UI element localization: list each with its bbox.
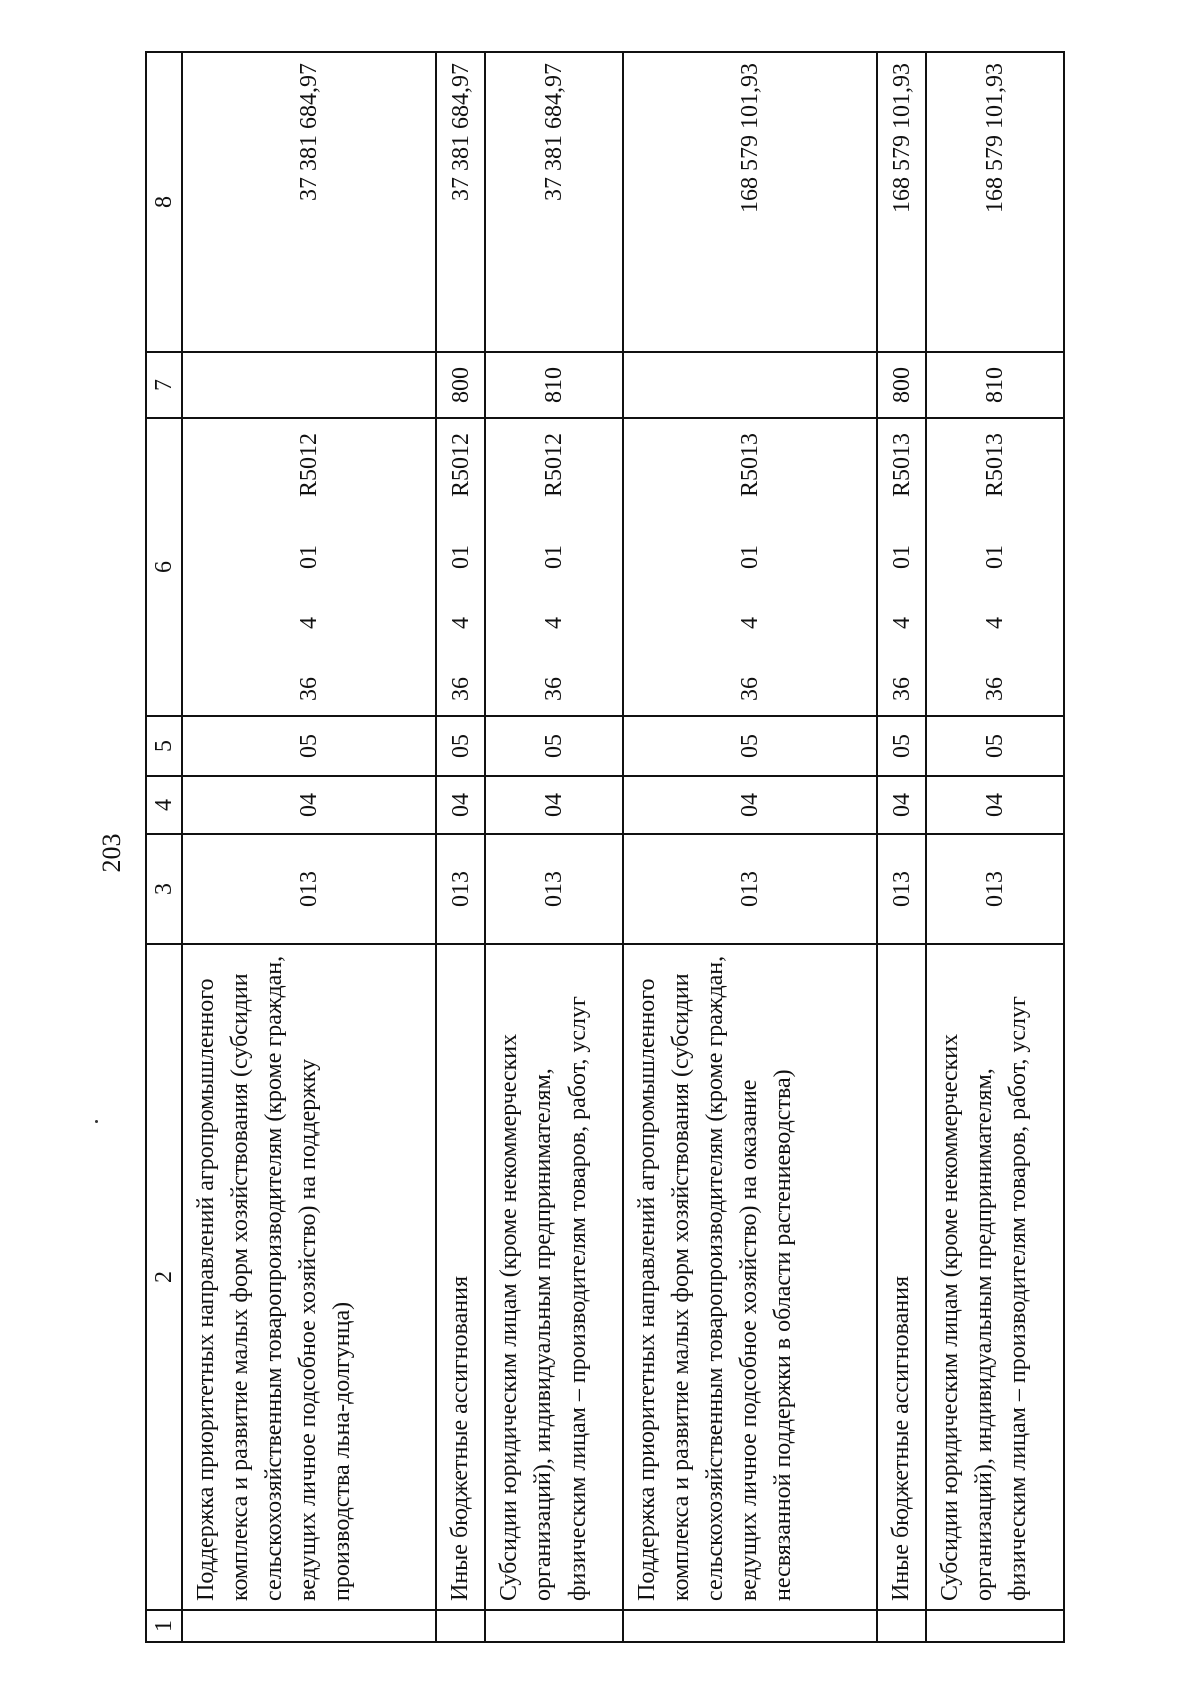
target-article-cell	[436, 418, 486, 716]
expense-name-cell: Иные бюджетные ассигнования	[436, 944, 486, 1610]
event-code: 01	[982, 544, 1009, 569]
subprogram-code: 4	[541, 616, 568, 629]
expense-type-cell	[182, 352, 436, 418]
direction-code: R5013	[888, 432, 915, 497]
amount-cell: 168 579 101,93	[623, 52, 877, 352]
direction-code: R5013	[982, 432, 1009, 497]
section-code-cell: 04	[623, 776, 877, 834]
event-code: 01	[447, 544, 474, 569]
amount-cell: 37 381 684,97	[485, 52, 623, 352]
ministry-code-cell: 013	[182, 834, 436, 944]
row-number-cell	[485, 1610, 623, 1642]
ministry-code-cell: 013	[485, 834, 623, 944]
program-code: 36	[295, 676, 322, 701]
header-row	[146, 52, 182, 1642]
table-row	[877, 52, 927, 1642]
scan-speck	[95, 1120, 98, 1123]
subprogram-code: 4	[295, 616, 322, 629]
event-code: 01	[295, 544, 322, 569]
program-code: 36	[541, 676, 568, 701]
expense-name-cell: Субсидии юридическим лицам (кроме некоммерческих организаций), индивидуальным предпринимателям, физическим лицам – производителям товаров, работ, услуг	[485, 944, 623, 1610]
amount-cell: 37 381 684,97	[436, 52, 486, 352]
expense-type-cell: 800	[436, 352, 486, 418]
ministry-code-cell: 013	[926, 834, 1064, 944]
header-cell-7: 7	[146, 352, 182, 418]
expense-type-cell: 810	[926, 352, 1064, 418]
section-code-cell: 04	[877, 776, 927, 834]
amount-cell: 168 579 101,93	[877, 52, 927, 352]
target-article-cell	[877, 418, 927, 716]
program-code: 36	[888, 676, 915, 701]
table-row	[485, 52, 623, 1642]
header-cell-6: 6	[146, 418, 182, 716]
table-row	[182, 52, 436, 1642]
section-code-cell: 04	[182, 776, 436, 834]
expense-type-cell	[623, 352, 877, 418]
row-number-cell	[926, 1610, 1064, 1642]
header-cell-3: 3	[146, 834, 182, 944]
row-number-cell	[877, 1610, 927, 1642]
subprogram-code: 4	[982, 616, 1009, 629]
subsection-code-cell: 05	[182, 716, 436, 776]
direction-code: R5012	[295, 432, 322, 497]
direction-code: R5012	[447, 432, 474, 497]
target-article-cell	[926, 418, 1064, 716]
table-row	[926, 52, 1064, 1642]
table-row	[623, 52, 877, 1642]
header-cell-8: 8	[146, 52, 182, 352]
budget-table	[145, 51, 1065, 1643]
program-code: 36	[982, 676, 1009, 701]
subprogram-code: 4	[736, 616, 763, 629]
expense-type-cell: 800	[877, 352, 927, 418]
section-code-cell: 04	[485, 776, 623, 834]
expense-name-cell: Субсидии юридическим лицам (кроме некоммерческих организаций), индивидуальным предпринимателям, физическим лицам – производителям товаров, работ, услуг	[926, 944, 1064, 1610]
event-code: 01	[736, 544, 763, 569]
subsection-code-cell: 05	[877, 716, 927, 776]
header-cell-2: 2	[146, 944, 182, 1610]
event-code: 01	[888, 544, 915, 569]
subprogram-code: 4	[447, 616, 474, 629]
amount-cell: 37 381 684,97	[182, 52, 436, 352]
header-cell-4: 4	[146, 776, 182, 834]
ministry-code-cell: 013	[436, 834, 486, 944]
table-row	[436, 52, 486, 1642]
subsection-code-cell: 05	[436, 716, 486, 776]
subsection-code-cell: 05	[926, 716, 1064, 776]
section-code-cell: 04	[926, 776, 1064, 834]
rotated-table-wrapper	[145, 53, 1065, 1643]
event-code: 01	[541, 544, 568, 569]
target-article-cell	[623, 418, 877, 716]
target-article-cell	[485, 418, 623, 716]
subsection-code-cell: 05	[623, 716, 877, 776]
page-number: 203	[97, 833, 126, 873]
direction-code: R5012	[541, 432, 568, 497]
expense-name-cell: Поддержка приоритетных направлений агропромышленного комплекса и развитие малых форм хозяйствования (субсидии сельскохозяйственным товаропроизводителям (кроме граждан, ведущих личное подсобное хозяйство) на поддержку производства льна-долгунца)	[182, 944, 436, 1610]
expense-type-cell: 810	[485, 352, 623, 418]
program-code: 36	[447, 676, 474, 701]
row-number-cell	[436, 1610, 486, 1642]
subprogram-code: 4	[888, 616, 915, 629]
header-cell-1: 1	[146, 1610, 182, 1642]
program-code: 36	[736, 676, 763, 701]
header-cell-5: 5	[146, 716, 182, 776]
subsection-code-cell: 05	[485, 716, 623, 776]
ministry-code-cell: 013	[877, 834, 927, 944]
direction-code: R5013	[736, 432, 763, 497]
section-code-cell: 04	[436, 776, 486, 834]
row-number-cell	[623, 1610, 877, 1642]
ministry-code-cell: 013	[623, 834, 877, 944]
expense-name-cell: Иные бюджетные ассигнования	[877, 944, 927, 1610]
expense-name-cell: Поддержка приоритетных направлений агропромышленного комплекса и развитие малых форм хозяйствования (субсидии сельскохозяйственным товаропроизводителям (кроме граждан, ведущих личное подсобное хозяйство) на оказание несвязанной поддержки в области растениеводства)	[623, 944, 877, 1610]
target-article-cell	[182, 418, 436, 716]
row-number-cell	[182, 1610, 436, 1642]
amount-cell: 168 579 101,93	[926, 52, 1064, 352]
